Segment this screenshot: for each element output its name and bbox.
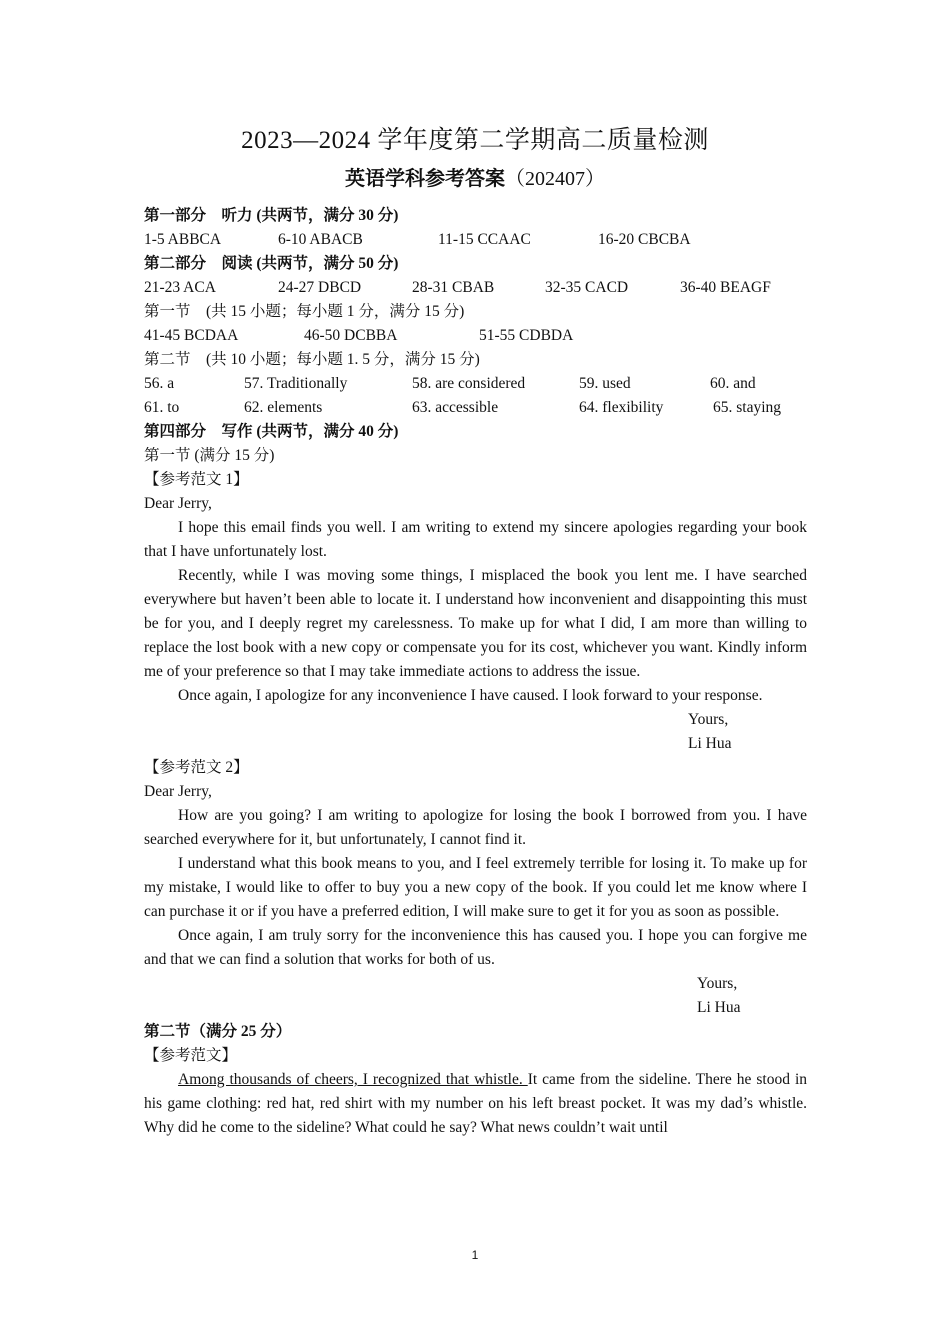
part2-answers [144, 276, 807, 300]
essay1-label: 【参考范文 1】 [144, 471, 249, 488]
essay2-closing: Yours, [697, 975, 738, 992]
essay2-signature: Li Hua [697, 999, 741, 1016]
answer-group: 41-45 BCDAA [144, 327, 239, 344]
essay1-paragraph: Recently, while I was moving some things, I misplaced the book you lent me. I have searched everywhere but haven’t been able to locate it. I understand how inconvenient and disappointing this must be for you, and I deeply regret my carelessness. To make up for what I did, I am more than willing to replace the lost book with a new copy or compensate you for its cost, whichever you want. Kindly inform me of your preference so that I may take immediate actions to address the issue. [144, 567, 807, 680]
answer-group: 24-27 DBCD [278, 279, 362, 296]
essay2-label: 【参考范文 2】 [144, 759, 249, 776]
answer-item: 57. Traditionally [244, 375, 348, 392]
essay1-closing: Yours, [688, 711, 729, 728]
answer-group: 1-5 ABBCA [144, 231, 222, 248]
part4-heading: 第四部分 写作 (共两节，满分 40 分) [144, 423, 399, 440]
answer-item: 63. accessible [412, 399, 499, 416]
answer-group: 16-20 CBCBA [598, 231, 691, 248]
part1-heading: 第一部分 听力 (共两节，满分 30 分) [144, 207, 399, 224]
answer-item: 56. a [144, 375, 175, 392]
essay1-paragraph: I hope this email finds you well. I am writing to extend my sincere apologies regarding your book that I have unfortunately lost. [144, 519, 807, 560]
part4-section1-heading: 第一节 (满分 15 分) [144, 447, 275, 464]
answer-group: 28-31 CBAB [412, 279, 495, 296]
part4-section2-heading: 第二节（满分 25 分） [144, 1023, 292, 1040]
essay2-greeting: Dear Jerry, [144, 783, 212, 800]
underlined-opening: Among thousands of cheers, I recognized that whistle. [178, 1071, 528, 1088]
section1-heading: 第一节 (共 15 小题；每小题 1 分，满分 15 分) [144, 303, 465, 320]
answer-group: 51-55 CDBDA [479, 327, 574, 344]
section1-answers [144, 324, 807, 348]
answer-item: 61. to [144, 399, 180, 416]
essay3-label: 【参考范文】 [144, 1047, 238, 1064]
document-title: 2023—2024 学年度第二学期高二质量检测 [241, 127, 709, 154]
subtitle-code: （202407） [505, 168, 605, 190]
answer-item: 64. flexibility [579, 399, 664, 416]
answer-content [144, 204, 807, 1140]
answer-item: 58. are considered [412, 375, 526, 392]
essay1-signature: Li Hua [688, 735, 732, 752]
part2-heading: 第二部分 阅读 (共两节，满分 50 分) [144, 255, 399, 272]
section2-answers-row2 [144, 396, 807, 420]
page-number: 1 [471, 1248, 479, 1262]
essay3-paragraph [144, 1068, 807, 1140]
essay1-paragraph: Once again, I apologize for any inconvenience I have caused. I look forward to your response. [178, 687, 763, 704]
section2-answers-row1 [144, 372, 807, 396]
part1-answers [144, 228, 807, 252]
answer-item: 59. used [579, 375, 631, 392]
document-subtitle [0, 162, 950, 191]
answer-group: 21-23 ACA [144, 279, 216, 296]
answer-group: 32-35 CACD [545, 279, 629, 296]
answer-item: 60. and [710, 375, 756, 392]
answer-item: 65. staying [713, 399, 782, 416]
answer-group: 46-50 DCBBA [304, 327, 398, 344]
essay2-paragraph: How are you going? I am writing to apologize for losing the book I borrowed from you. I have searched everywhere for it, but unfortunately, I cannot find it. [144, 807, 807, 848]
subtitle-text: 英语学科参考答案 [345, 168, 505, 190]
essay2-paragraph: Once again, I am truly sorry for the inconvenience this has caused you. I hope you can forgive me and that we can find a solution that works for both of us. [144, 927, 807, 968]
essay3-text: It came from the sideline. There he stood in his game clothing: red hat, red shirt with my number on his left breast pocket. It was my dad’s whistle. Why did he come to the sideline? What could he say? What news couldn’t wait until [144, 1071, 807, 1136]
answer-group: 6-10 ABACB [278, 231, 363, 248]
section2-heading: 第二节 (共 10 小题；每小题 1. 5 分，满分 15 分) [144, 351, 480, 368]
essay1-greeting: Dear Jerry, [144, 495, 212, 512]
essay2-paragraph: I understand what this book means to you, and I feel extremely terrible for losing it. To make up for my mistake, I would like to offer to buy you a new copy of the book. If you could let me know where I can purchase it or if you have a preferred edition, I will make sure to get it for you as soon as possible. [144, 855, 807, 920]
answer-item: 62. elements [244, 399, 323, 416]
answer-group: 36-40 BEAGF [680, 279, 771, 296]
answer-group: 11-15 CCAAC [438, 231, 531, 248]
